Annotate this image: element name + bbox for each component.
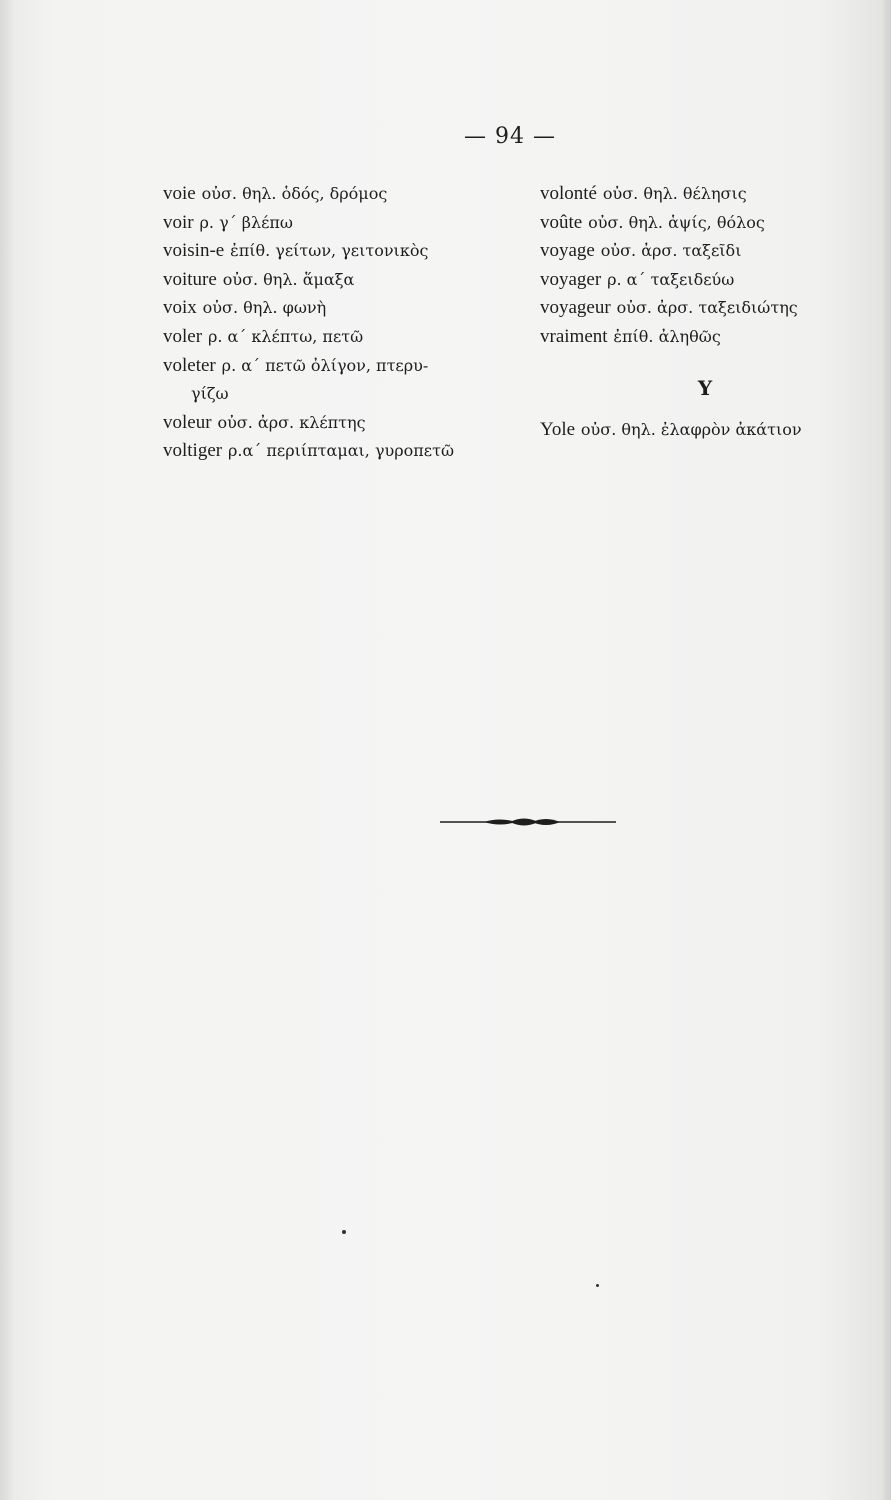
dictionary-entry	[163, 237, 513, 266]
entry-headword: Yole	[540, 419, 576, 441]
entry-definition: οὐσ. θηλ. ὁδός, δρόμος	[201, 184, 388, 203]
entry-definition: ρ. α΄ πετῶ ὀλίγον, πτερυ-	[221, 355, 429, 375]
dictionary-entry-continuation	[163, 380, 513, 409]
dictionary-entry	[540, 416, 860, 445]
entry-headword: voûte	[540, 211, 583, 233]
left-column	[163, 180, 513, 466]
entry-definition: γίζω	[191, 384, 229, 404]
entry-headword: voltiger	[163, 440, 223, 462]
entry-definition: οὐσ. θηλ. ἁψίς, θόλος	[588, 212, 765, 232]
entry-definition: ἐπίθ. γείτων, γειτονικὸς	[230, 241, 429, 261]
entry-definition: ρ.α΄ περιίπταμαι, γυροπετῶ	[228, 441, 454, 461]
dictionary-entry	[540, 237, 860, 266]
page-number: — 94 —	[464, 124, 556, 149]
section-letter-heading: Y	[697, 375, 713, 400]
entry-definition: ρ. α΄ κλέπτω, πετῶ	[207, 326, 364, 346]
dictionary-entry	[163, 294, 513, 323]
entry-definition: οὐσ. θηλ. ἐλαφρὸν ἀκάτιον	[580, 420, 802, 440]
dictionary-entry	[163, 352, 513, 381]
entry-definition: οὐσ. ἀρσ. ταξεῖδι	[600, 241, 742, 261]
end-ornament-divider	[440, 812, 616, 832]
dictionary-entry	[163, 180, 513, 209]
entry-headword: voisin-e	[163, 240, 225, 262]
right-column	[540, 180, 860, 445]
entry-headword: voler	[163, 325, 203, 347]
entry-definition: ἐπίθ. ἀληθῶς	[613, 326, 721, 346]
dictionary-entry	[163, 323, 513, 352]
dictionary-entry	[540, 294, 860, 323]
entry-definition: οὐσ. ἀρσ. κλέπτης	[217, 412, 366, 432]
entry-headword: voyager	[540, 268, 602, 290]
dictionary-entry	[540, 180, 860, 209]
entry-definition: οὐσ. θηλ. θέλησις	[602, 184, 747, 203]
dictionary-entry	[163, 409, 513, 438]
dictionary-entry	[540, 209, 860, 238]
entry-headword: voir	[163, 211, 194, 233]
dictionary-entry	[163, 437, 513, 466]
entry-headword: voleur	[163, 411, 212, 433]
ink-speck	[342, 1230, 346, 1234]
entry-definition: οὐσ. θηλ. ἅμαξα	[222, 269, 355, 289]
entry-headword: voleter	[163, 354, 216, 376]
dictionary-entry	[163, 209, 513, 238]
entry-headword: volonté	[540, 183, 597, 204]
entry-headword: vraiment	[540, 325, 608, 347]
entry-headword: voyage	[540, 240, 595, 262]
entry-definition: οὐσ. θηλ. φωνὴ	[202, 298, 327, 318]
dictionary-entry	[163, 266, 513, 295]
entry-headword: voie	[163, 183, 196, 204]
entry-headword: voix	[163, 297, 197, 319]
entry-definition: οὐσ. ἀρσ. ταξειδιώτης	[616, 298, 798, 318]
ink-speck	[596, 1284, 599, 1287]
entry-definition: ρ. γ΄ βλέπω	[199, 212, 293, 232]
dictionary-entry	[540, 323, 860, 352]
entry-headword: voyageur	[540, 297, 611, 319]
spine-shadow	[0, 0, 14, 1500]
entry-definition: ρ. α΄ ταξειδεύω	[607, 269, 735, 289]
dictionary-entry	[540, 266, 860, 295]
entry-headword: voiture	[163, 268, 217, 290]
page-edge-shadow	[881, 0, 891, 1500]
